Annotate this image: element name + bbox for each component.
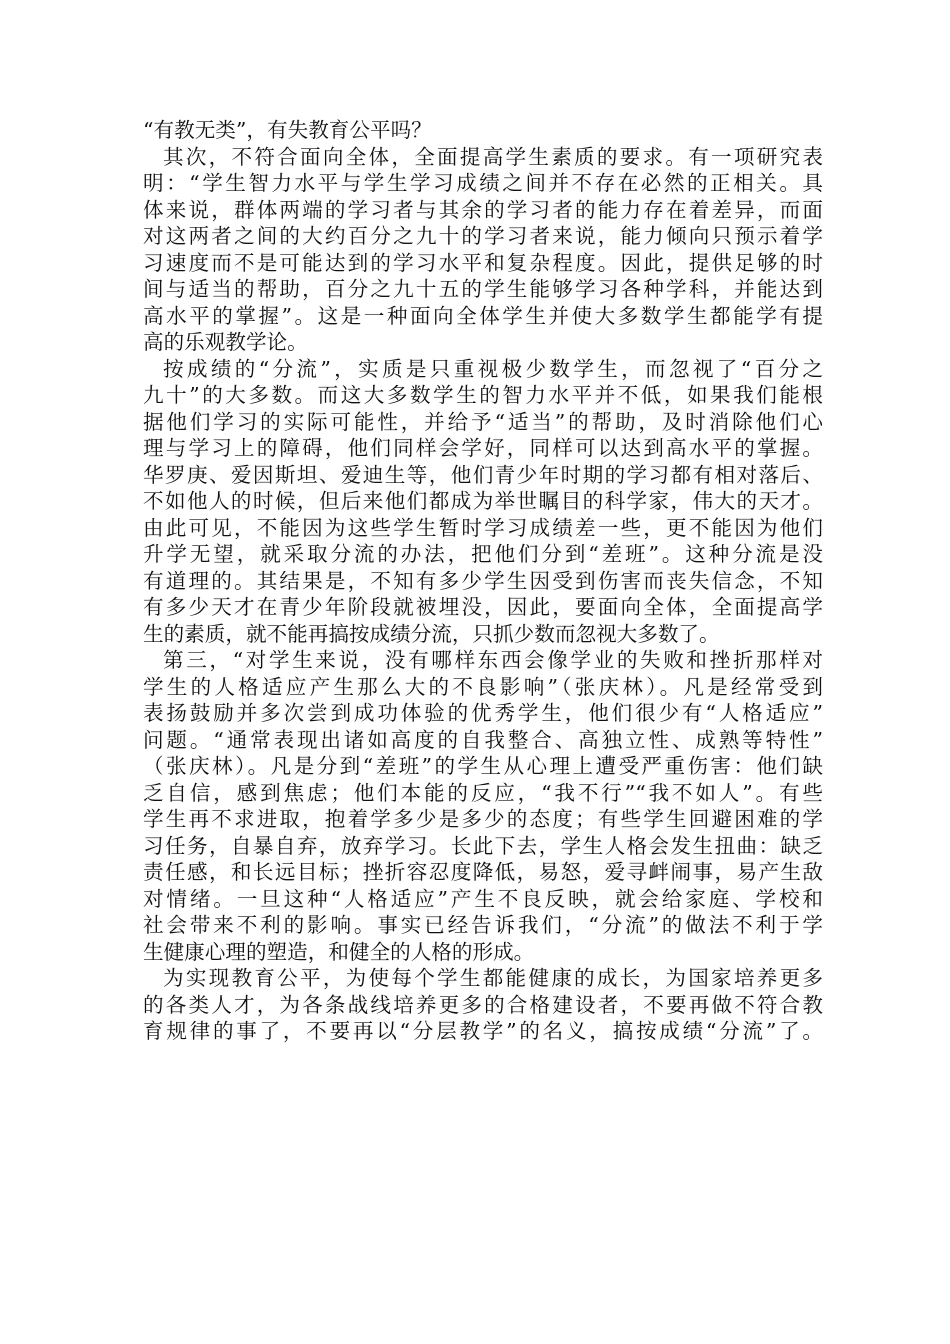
document-page (143, 117, 823, 1045)
text-line: 高水平的掌握”。这是一种面向全体学生并使大多数学生都能学有提 (143, 303, 823, 328)
text-line: 高的乐观教学论。 (143, 330, 308, 354)
text-line: 生健康心理的塑造，和健全的人格的形成。 (143, 939, 535, 964)
text-line: 间与适当的帮助，百分之九十五的学生能够学习各种学科，并能达到 (143, 277, 823, 301)
text-line: 有多少天才在青少年阶段就被埋没，因此，要面向全体，全面提高学 (143, 595, 823, 619)
text-line: 为实现教育公平，为使每个学生都能健康的成长，为国家培养更多 (163, 966, 823, 990)
text-line: 学生的人格适应产生那么大的不良影响”（张庆林）。凡是经常受到 (143, 674, 823, 699)
text-line: 九十”的大多数。而这大多数学生的智力水平并不低，如果我们能根 (143, 383, 823, 407)
text-line: 其次，不符合面向全体，全面提高学生素质的要求。有一项研究表 (163, 144, 823, 169)
text-line: 习任务，自暴自弃，放弃学习。长此下去，学生人格会发生扭曲：缺乏 (143, 833, 823, 858)
text-line: （张庆林）。凡是分到“差班”的学生从心理上遭受严重伤害：他们缺 (143, 754, 823, 778)
text-line: 责任感，和长远目标；挫折容忍度降低，易怒，爱寻衅闹事，易产生敌 (143, 860, 823, 884)
text-line: 学生再不求进取，抱着学多少是多少的态度；有些学生回避困难的学 (143, 807, 823, 831)
text-line: 表扬鼓励并多次尝到成功体验的优秀学生，他们很少有“人格适应” (143, 701, 823, 725)
text-line: “有教无类”，有失教育公平吗？ (143, 118, 432, 142)
text-line: 由此可见，不能因为这些学生暂时学习成绩差一些，更不能因为他们 (143, 515, 823, 540)
text-line: 华罗庚、爱因斯坦、爱迪生等，他们青少年时期的学习都有相对落后、 (143, 462, 823, 487)
text-line: 对情绪。一旦这种“人格适应”产生不良反映，就会给家庭、学校和 (143, 886, 823, 911)
text-line: 据他们学习的实际可能性，并给予“适当”的帮助，及时消除他们心 (143, 409, 823, 434)
text-line: 升学无望，就采取分流的办法，把他们分到“差班”。这种分流是没 (143, 542, 823, 566)
text-line: 有道理的。其结果是，不知有多少学生因受到伤害而丧失信念，不知 (143, 568, 823, 593)
text-line: 按成绩的“分流”，实质是只重视极少数学生，而忽视了“百分之 (163, 356, 823, 381)
text-line: 对这两者之间的大约百分之九十的学习者来说，能力倾向只预示着学 (143, 224, 823, 248)
text-line: 乏自信，感到焦虑；他们本能的反应，“我不行”“我不如人”。有些 (143, 780, 823, 805)
text-line: 问题。“通常表现出诸如高度的自我整合、高独立性、成熟等特性” (143, 727, 823, 752)
text-line: 不如他人的时候，但后来他们都成为举世瞩目的科学家，伟大的天才。 (143, 489, 823, 513)
text-line: 第三，“对学生来说，没有哪样东西会像学业的失败和挫折那样对 (163, 648, 823, 672)
text-line: 育规律的事了，不要再以“分层教学”的名义，搞按成绩“分流”了。 (143, 1019, 823, 1043)
text-line: 习速度而不是可能达到的学习水平和复杂程度。因此，提供足够的时 (143, 250, 823, 275)
text-line: 体来说，群体两端的学习者与其余的学习者的能力存在着差异，而面 (143, 197, 823, 222)
text-line: 生的素质，就不能再搞按成绩分流，只抓少数而忽视大多数了。 (143, 621, 720, 646)
text-line: 社会带来不利的影响。事实已经告诉我们，“分流”的做法不利于学 (143, 913, 823, 937)
text-line: 理与学习上的障碍，他们同样会学好，同样可以达到高水平的掌握。 (143, 436, 823, 460)
text-line: 明：“学生智力水平与学生学习成绩之间并不存在必然的正相关。具 (143, 171, 823, 195)
text-line: 的各类人才，为各条战线培养更多的合格建设者，不要再做不符合教 (143, 992, 823, 1017)
